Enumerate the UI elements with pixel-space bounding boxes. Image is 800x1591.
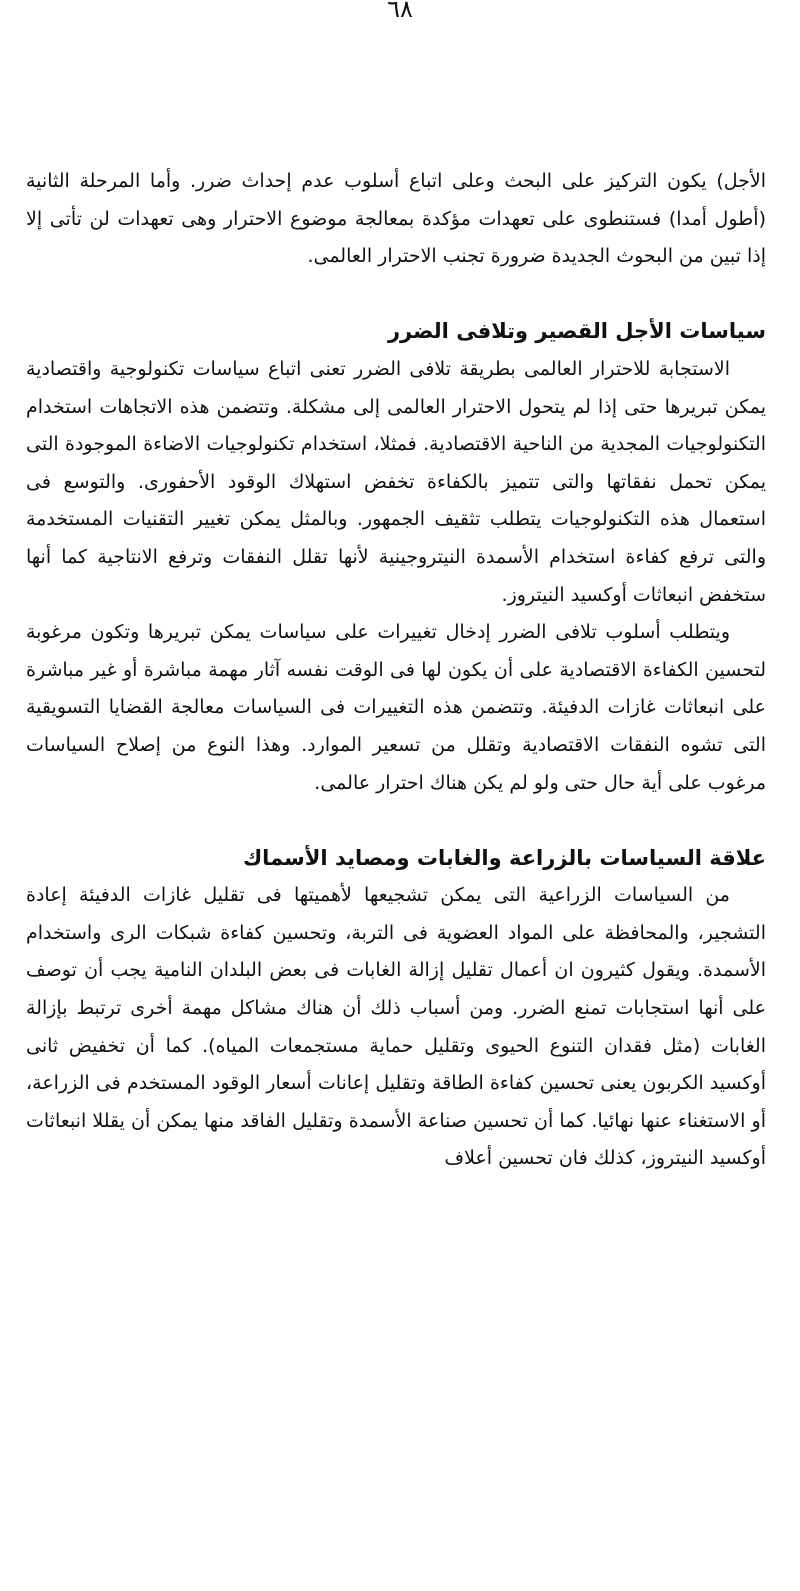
section-spacer bbox=[26, 802, 766, 840]
body-paragraph: ويتطلب أسلوب تلافى الضرر إدخال تغييرات على سياسات يمكن تبريرها وتكون مرغوبة لتحسين الكفاءة الاقتصادية على أن يكون لها فى الوقت نفسه آثار مهمة مباشرة أو غير مباشرة على انبعاثات غازات الدفيئة. وتتضمن هذه التغييرات فى السياسات معالجة القضايا التسويقية التى تشوه النفقات الاقتصادية وتقلل من تسعير الموارد. وهذا النوع من إصلاح السياسات مرغوب على أية حال حتى ولو لم يكن هناك احترار عالمى. bbox=[26, 621, 766, 794]
section-heading-agriculture-forests-fisheries: علاقة السياسات بالزراعة والغابات ومصايد الأسماك bbox=[242, 845, 766, 870]
section-heading-short-term-policies: سياسات الأجل القصير وتلافى الضرر bbox=[387, 319, 766, 344]
body-paragraph-continuation: الأجل) يكون التركيز على البحث وعلى اتباع أسلوب عدم إحداث ضرر. وأما المرحلة الثانية (أطول أمدا) فستنطوى على تعهدات مؤكدة بمعالجة موضوع الاحترار وهى تعهدات لن تأتى إلا إذا تبين من البحوث الجديدة ضرورة تجنب الاحترار العالمى. bbox=[26, 170, 766, 268]
section-spacer bbox=[26, 276, 766, 314]
body-paragraph: الاستجابة للاحترار العالمى بطريقة تلافى الضرر تعنى اتباع سياسات تكنولوجية واقتصادية يمكن تبريرها حتى إذا لم يتحول الاحترار العالمى إلى مشكلة. وتتضمن هذه الاتجاهات استخدام التكنولوجيات المجدية من الناحية الاقتصادية. فمثلا، استخدام تكنولوجيات الاضاءة الموجودة التى يمكن تحمل نفقاتها والتى تتميز بالكفاءة تخفض استهلاك الوقود الأحفورى. والتوسع فى استعمال هذه التكنولوجيات يتطلب تثقيف الجمهور. وبالمثل يمكن تغيير التقنيات المستخدمة والتى ترفع كفاءة استخدام الأسمدة النيتروجينية لأنها تقلل النفقات وترفع الانتاجية كما أنها ستخفض انبعاثات أوكسيد النيتروز. bbox=[26, 357, 766, 606]
page-number: ٦٨ bbox=[387, 0, 413, 23]
page-body bbox=[26, 163, 766, 1178]
body-paragraph: من السياسات الزراعية التى يمكن تشجيعها لأهميتها فى تقليل غازات الدفيئة إعادة التشجير، والمحافظة على المواد العضوية فى التربة، وتحسين كفاءة شبكات الرى واستخدام الأسمدة. ويقول كثيرون ان أعمال تقليل إزالة الغابات فى بعض البلدان النامية يجب أن توصف على أنها استجابات تمنع الضرر. ومن أسباب ذلك أن هناك مشاكل مهمة أخرى ترتبط بإزالة الغابات (مثل فقدان التنوع الحيوى وتقليل حماية مستجمعات المياه). كما أن تخفيض ثانى أوكسيد الكربون يعنى تحسين كفاءة الطاقة وتقليل إعانات أسعار الوقود المستخدم فى الزراعة، أو الاستغناء عنها نهائيا. كما أن تحسين صناعة الأسمدة وتقليل الفاقد منها يمكن أن يقللا انبعاثات أوكسيد النيتروز، كذلك فان تحسين أعلاف bbox=[26, 884, 766, 1170]
